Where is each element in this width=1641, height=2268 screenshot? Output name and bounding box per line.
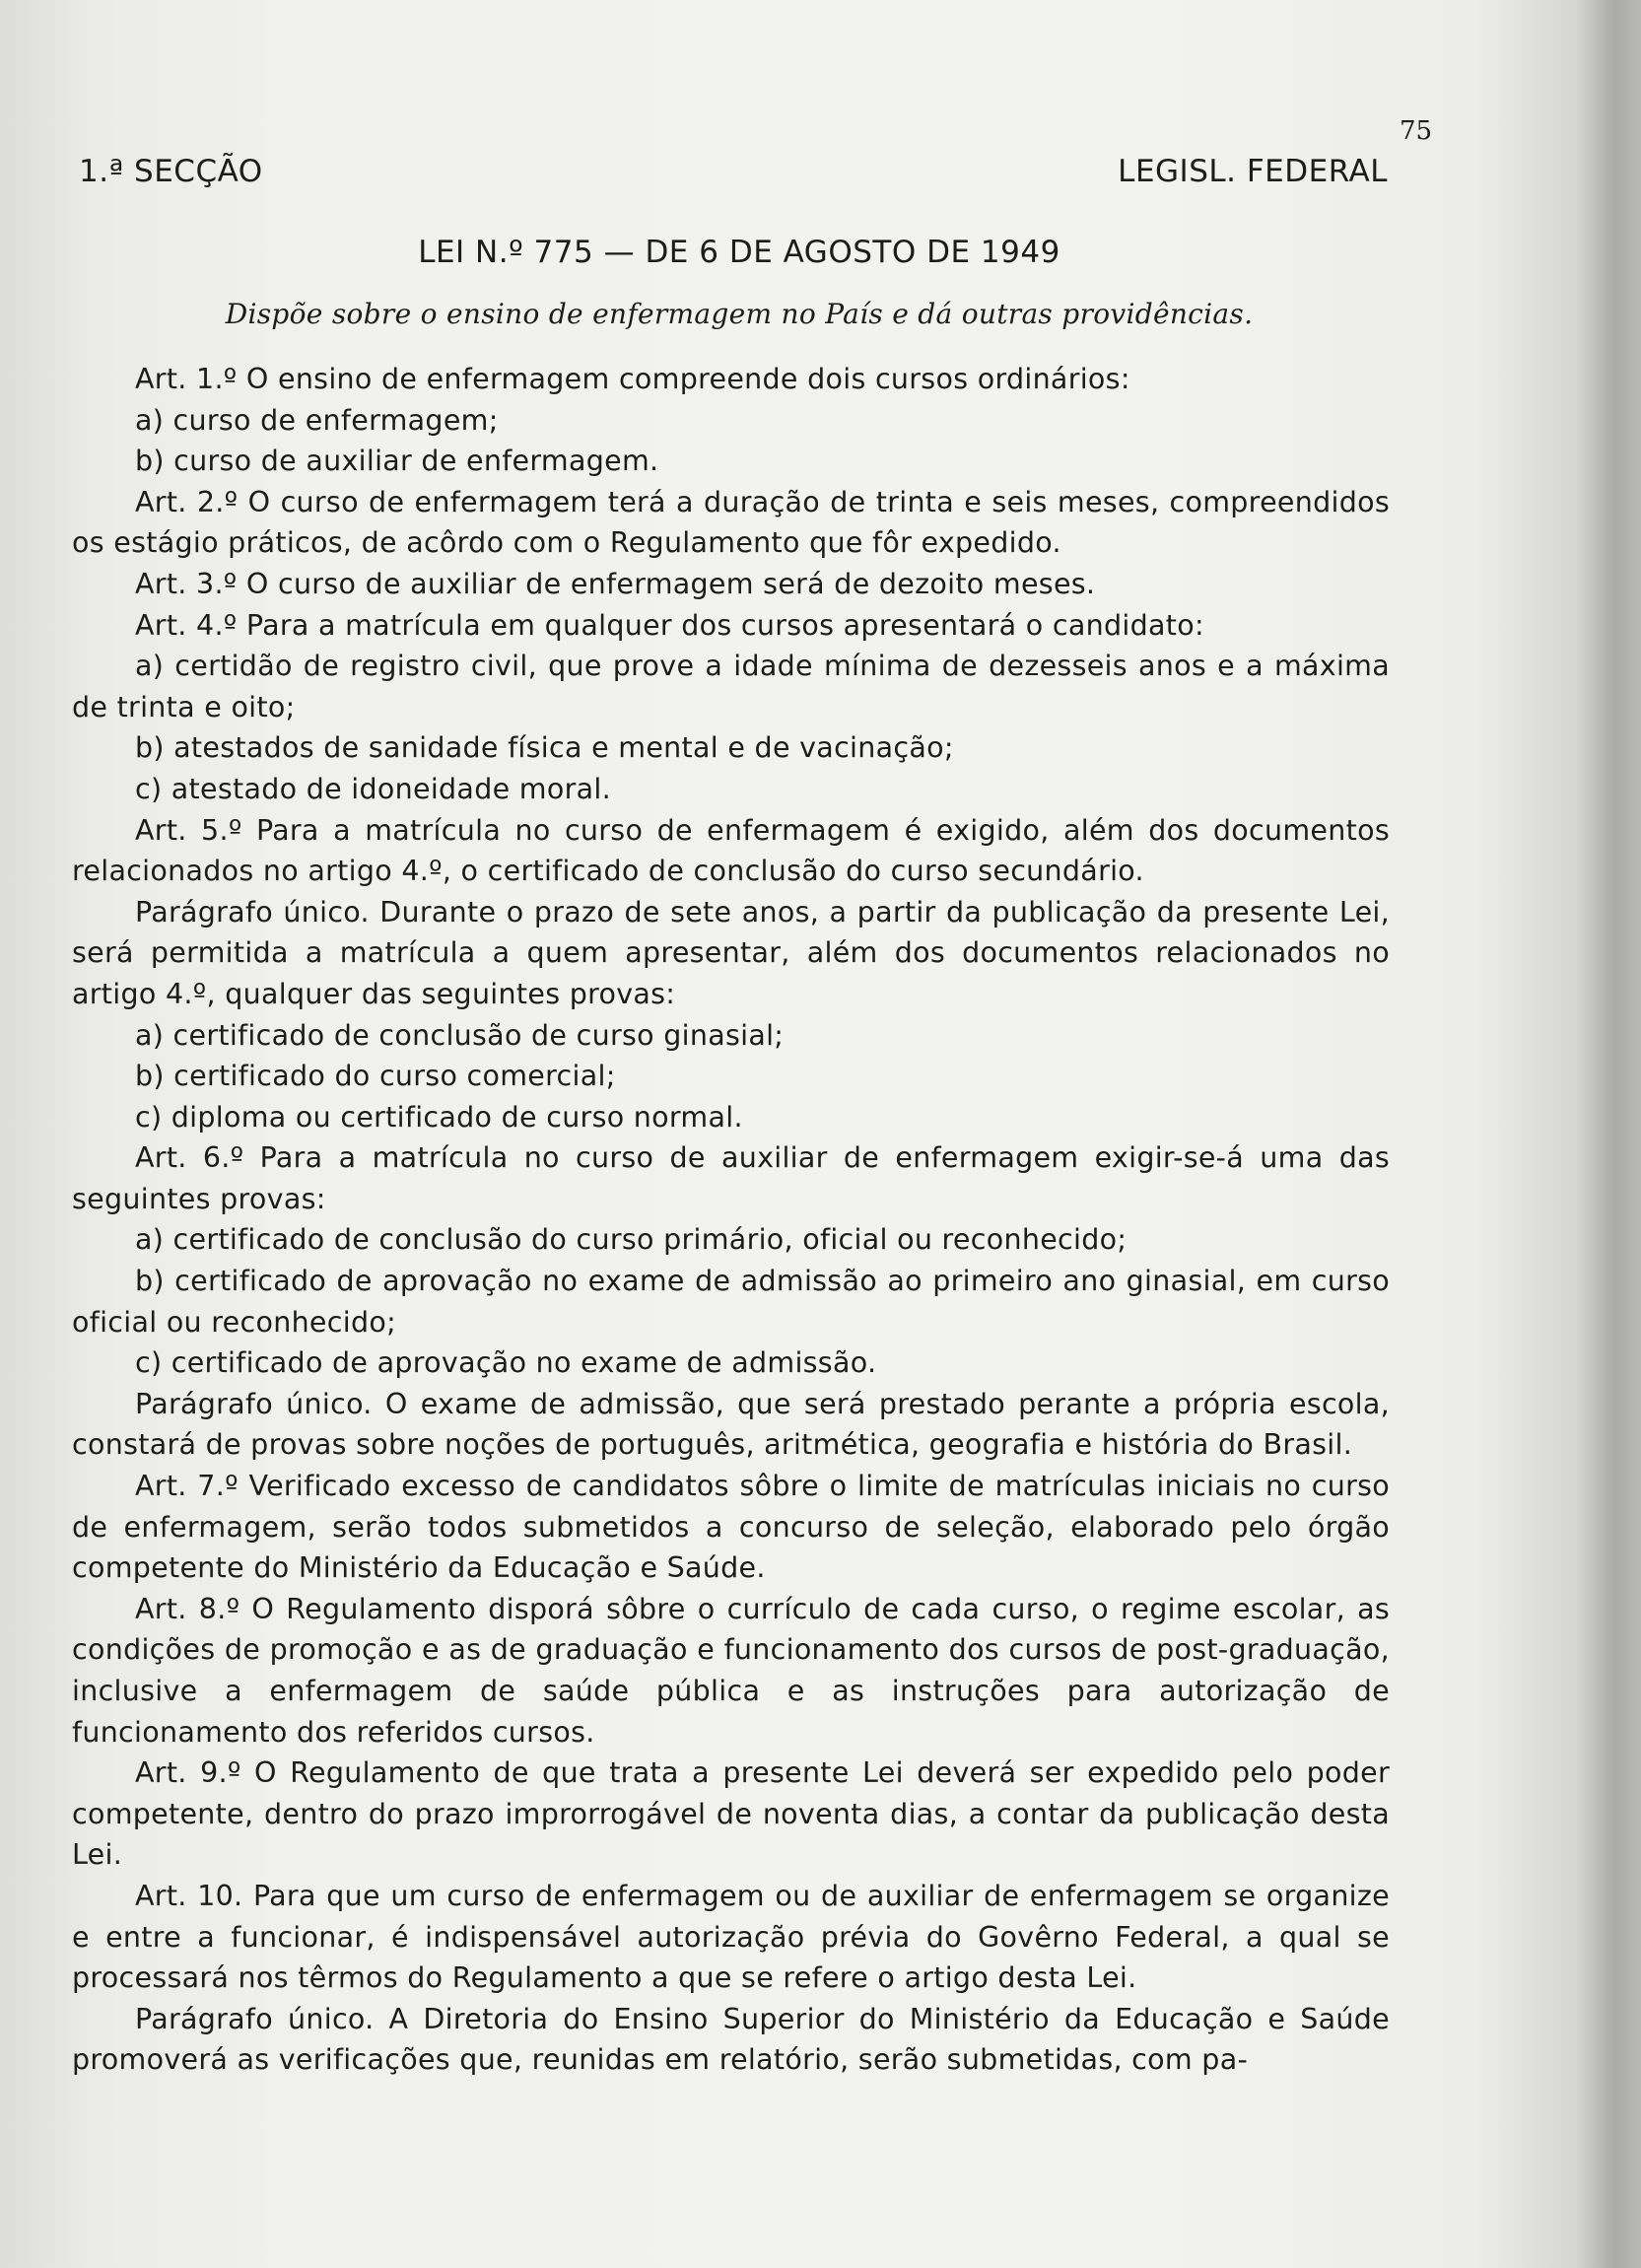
page-number: 75 xyxy=(1400,116,1433,146)
paragraph: c) atestado de idoneidade moral. xyxy=(135,772,611,805)
paragraph: a) curso de enfermagem; xyxy=(135,403,499,437)
paragraph: c) certificado de aprovação no exame de admissão. xyxy=(135,1346,877,1380)
paragraph: Art. 4.º Para a matrícula em qualquer dos cursos apresentará o candidato: xyxy=(135,608,1204,642)
paragraph: b) atestados de sanidade física e mental e de vacinação; xyxy=(135,731,954,765)
page-edge-shadow xyxy=(1577,0,1641,2268)
running-header xyxy=(79,154,1388,189)
header-section: 1.ª SECÇÃO xyxy=(79,154,263,189)
law-title: LEI N.º 775 — DE 6 DE AGOSTO DE 1949 xyxy=(418,235,1060,270)
paragraph: Art. 2.º O curso de enfermagem terá a duração de trinta e seis meses, compreendidos os estágio práticos, de acôrdo com o Regulamento que fôr expedido. xyxy=(72,485,1390,560)
paragraph: Parágrafo único. Durante o prazo de sete anos, a partir da publicação da presente Lei, será permitida a matrícula a quem apresentar, além dos documentos relacionados no artigo 4.º, qualquer das seguintes provas: xyxy=(72,895,1390,1010)
paragraph: c) diploma ou certificado de curso normal. xyxy=(135,1100,743,1134)
paragraph: a) certidão de registro civil, que prove a idade mínima de dezesseis anos e a máxima de trinta e oito; xyxy=(72,650,1390,723)
paragraph: Art. 10. Para que um curso de enfermagem ou de auxiliar de enfermagem se organize e entre a funcionar, é indispensável autorização prévia do Govêrno Federal, a qual se processará nos têrmos do Regulamento a que se refere o artigo desta Lei. xyxy=(72,1879,1390,1995)
paragraph: Parágrafo único. O exame de admissão, que será prestado perante a própria escola, constará de provas sobre noções de português, aritmética, geografia e história do Brasil. xyxy=(72,1387,1390,1462)
paragraph: b) curso de auxiliar de enfermagem. xyxy=(135,445,659,478)
law-body xyxy=(72,359,1390,2081)
paragraph: Art. 9.º O Regulamento de que trata a presente Lei deverá ser expedido pelo poder competente, dentro do prazo improrrogável de noventa dias, a contar da publicação desta Lei. xyxy=(72,1756,1390,1872)
header-legislation: LEGISL. FEDERAL xyxy=(1118,154,1388,189)
paragraph: Parágrafo único. A Diretoria do Ensino Superior do Ministério da Educação e Saúde promoverá as verificações que, reunidas em relatório, serão submetidas, com pa- xyxy=(72,2002,1390,2077)
paragraph: Art. 7.º Verificado excesso de candidatos sôbre o limite de matrículas iniciais no curso de enfermagem, serão todos submetidos a concurso de seleção, elaborado pelo órgão competente do Ministério da Educação e Saúde. xyxy=(72,1470,1390,1585)
paragraph: Art. 3.º O curso de auxiliar de enfermagem será de dezoito meses. xyxy=(135,567,1096,600)
paragraph: a) certificado de conclusão do curso primário, oficial ou reconhecido; xyxy=(135,1223,1128,1257)
paragraph: b) certificado de aprovação no exame de admissão ao primeiro ano ginasial, em curso oficial ou reconhecido; xyxy=(72,1265,1390,1339)
paragraph: b) certificado do curso comercial; xyxy=(135,1060,616,1093)
paragraph: Art. 6.º Para a matrícula no curso de auxiliar de enfermagem exigir-se-á uma das seguintes provas: xyxy=(72,1141,1390,1215)
paragraph: Art. 1.º O ensino de enfermagem compreende dois cursos ordinários: xyxy=(135,363,1130,395)
law-subtitle: Dispõe sobre o ensino de enfermagem no País e dá outras providências. xyxy=(225,298,1254,330)
paragraph: a) certificado de conclusão de curso ginasial; xyxy=(135,1018,785,1052)
paragraph: Art. 5.º Para a matrícula no curso de enfermagem é exigido, além dos documentos relacionados no artigo 4.º, o certificado de conclusão do curso secundário. xyxy=(72,813,1390,888)
paragraph: Art. 8.º O Regulamento disporá sôbre o currículo de cada curso, o regime escolar, as condições de promoção e as de graduação e funcionamento dos cursos de post-graduação, inclusive a enfermagem de saúde pública e as instruções para autorização de funcionamento dos referidos cursos. xyxy=(72,1592,1390,1749)
